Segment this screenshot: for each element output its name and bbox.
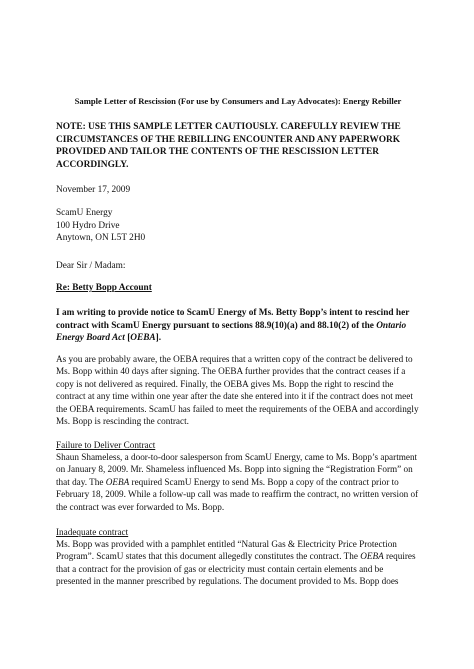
section-heading: Inadequate contract	[56, 527, 129, 537]
body-paragraph: Shaun Shameless, a door-to-door salesperson from ScamU Energy, came to Ms. Bopp’s apartment on January 8, 2009. Mr. Shameless influenced Ms. Bopp into signing the “Registration Form” on that day. The OEBA required ScamU Energy to send Ms. Bopp a copy of the contract prior to February 18, 2009. While a follow-up call was made to reaffirm the contract, no written version of the contract was ever forwarded to Ms. Bopp.	[56, 452, 419, 512]
address-line: Anytown, ON L5T 2H0	[56, 233, 146, 243]
recipient-address	[56, 207, 420, 245]
body-paragraph: As you are probably aware, the OEBA requires that a written copy of the contract be delivered to Ms. Bopp within 40 days after signing. The OEBA further provides that the contract ceases if a copy is not delivered as required. Finally, the OEBA gives Ms. Bopp the right to rescind the contract at any time within one year after the date she entered into it if the contract does not meet the OEBA requirements. ScamU has failed to meet the requirements of the OEBA and accordingly Ms. Bopp is rescinding the contract.	[56, 354, 419, 427]
salutation: Dear Sir / Madam:	[56, 261, 126, 271]
re-line: Re: Betty Bopp Account	[56, 283, 152, 293]
body-paragraph: Ms. Bopp was provided with a pamphlet entitled “Natural Gas & Electricity Price Protection Program”. ScamU states that this document allegedly constitutes the contract. The OEBA requires that a contract for the provision of gas or electricity must contain certain elements and be presented in the manner prescribed by regulations. The document provided to Ms. Bopp does	[56, 539, 416, 587]
section-heading: Failure to Deliver Contract	[56, 440, 156, 450]
address-line: 100 Hydro Drive	[56, 220, 120, 231]
letter-date: November 17, 2009	[56, 185, 131, 195]
caution-note: NOTE: USE THIS SAMPLE LETTER CAUTIOUSLY. CAREFULLY REVIEW THE CIRCUMSTANCES OF THE REBILLING ENCOUNTER AND ANY PAPERWORK PROVIDED AND TAILOR THE CONTENTS OF THE RESCISSION LETTER ACCORDINGLY.	[56, 122, 401, 170]
act-name: Ontario Energy Board Act	[56, 320, 407, 344]
letter-title: Sample Letter of Rescission (For use by Consumers and Lay Advocates): Energy Rebiller	[74, 96, 402, 106]
act-abbreviation: OEBA	[105, 476, 130, 487]
address-line: ScamU Energy	[56, 208, 113, 218]
act-abbreviation: OEBA	[130, 333, 156, 344]
intro-paragraph: I am writing to provide notice to ScamU Energy of Ms. Betty Bopp’s intent to rescind her contract with ScamU Energy pursuant to sections 88.9(10)(a) and 88.10(2) of the Ontario Energy Board Act [OEBA].	[56, 308, 410, 344]
act-abbreviation: OEBA	[360, 551, 384, 562]
